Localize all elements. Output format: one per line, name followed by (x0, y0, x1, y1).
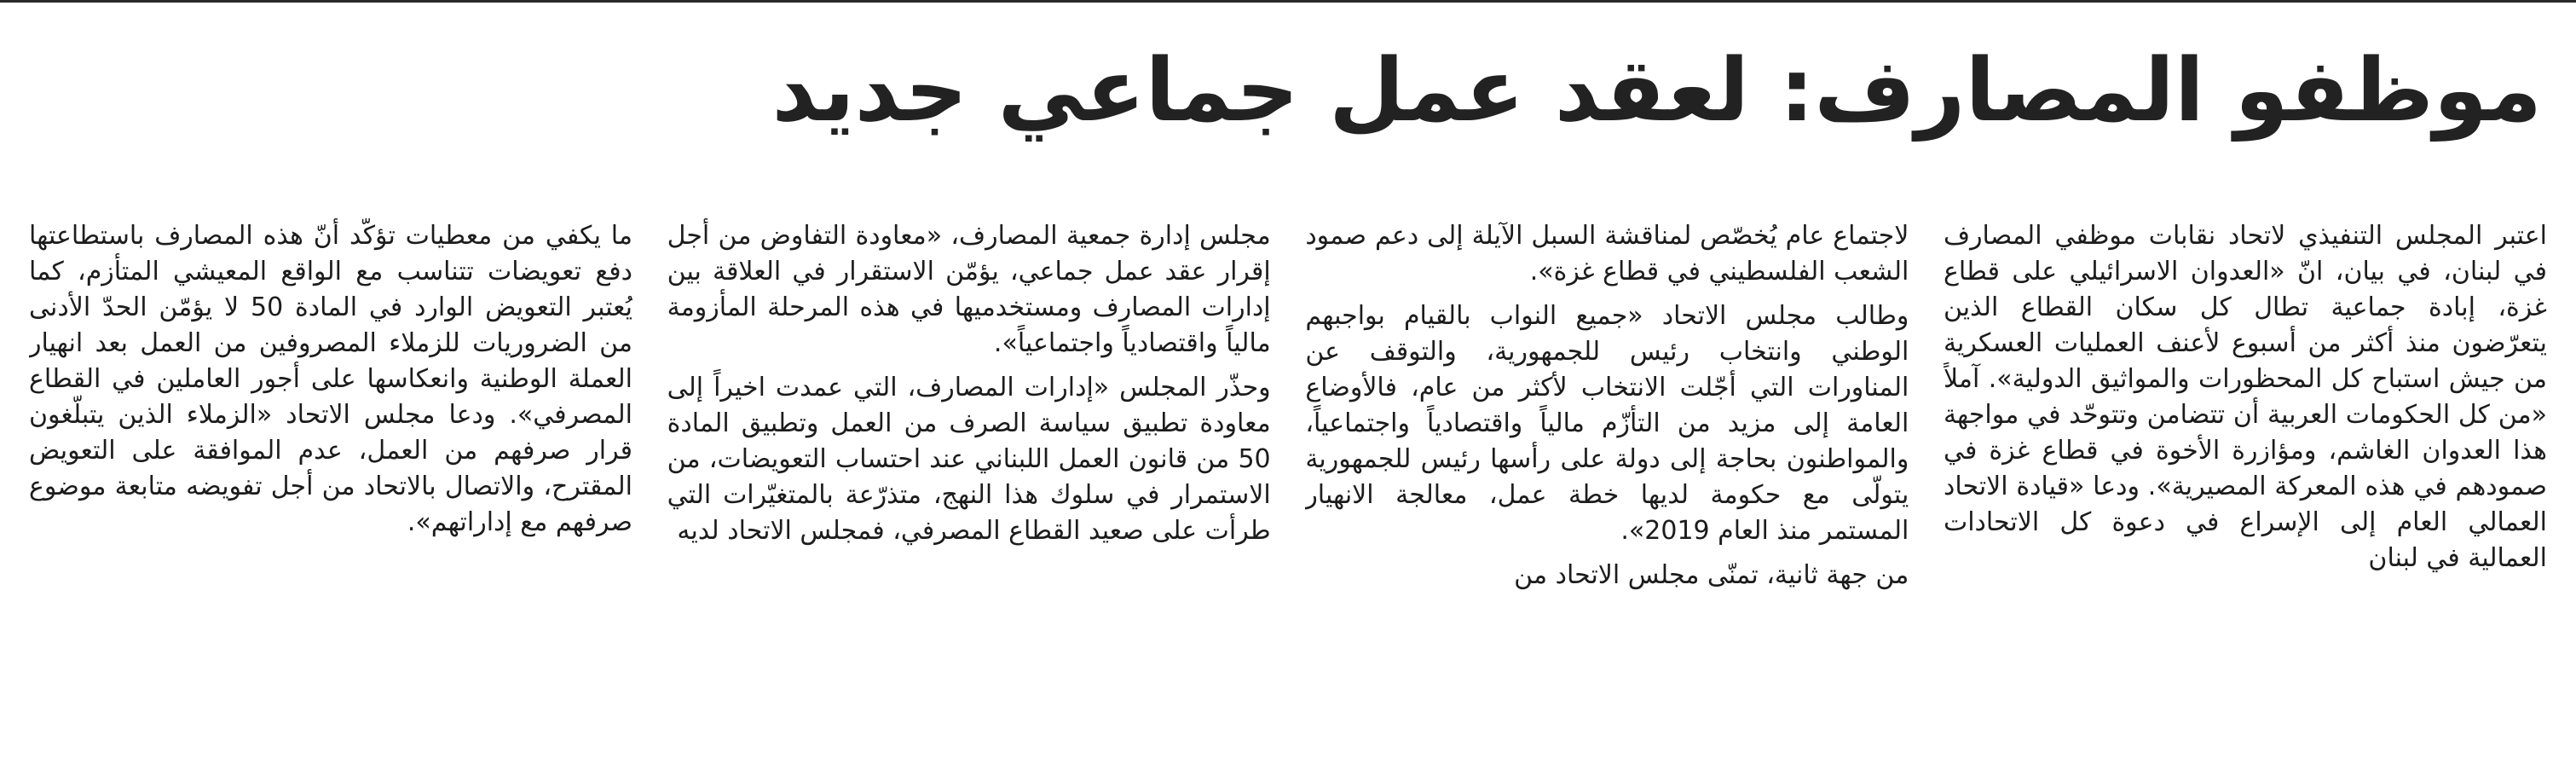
article-column-3 (667, 218, 1271, 755)
article-column-4 (29, 218, 632, 755)
article-column-2 (1305, 218, 1909, 755)
article-column-1 (1944, 218, 2547, 755)
column-4-paragraph-1: ما يكفي من معطيات تؤكّد أنّ هذه المصارف باستطاعتها دفع تعويضات تتناسب مع الواقع المعيشي المتأزم، كما يُعتبر التعويض الوارد في المادة 50 لا يؤمّن الحدّ الأدنى من الضروريات للزملاء المصروفين من العمل بعد انهيار العملة الوطنية وانعكاسها على أجور العاملين في القطاع المصرفي». ودعا مجلس الاتحاد «الزملاء الذين يتبلّغون قرار صرفهم من العمل، عدم الموافقة على التعويض المقترح، والاتصال بالاتحاد من أجل تفويضه متابعة موضوع صرفهم مع إداراتهم». (29, 221, 632, 537)
column-2-paragraph-2: وطالب مجلس الاتحاد «جميع النواب بالقيام بواجبهم الوطني وانتخاب رئيس للجمهورية، والتوقف عن المناورات التي أجّلت الانتخاب لأكثر من عام، فالأوضاع العامة إلى مزيد من التأزّم مالياً واقتصادياً واجتماعياً، والمواطنون بحاجة إلى دولة على رأسها رئيس للجمهورية يتولّى مع حكومة لديها خطة عمل، معالجة الانهيار المستمر منذ العام 2019». (1305, 301, 1909, 546)
column-2-paragraph-1: لاجتماع عام يُخصّص لمناقشة السبل الآيلة إلى دعم صمود الشعب الفلسطيني في قطاع غزة». (1305, 221, 1909, 286)
top-rule (0, 0, 2576, 3)
column-3-paragraph-2: وحذّر المجلس «إدارات المصارف، التي عمدت اخيراً إلى معاودة تطبيق سياسة الصرف من العمل وتطبيق المادة 50 من قانون العمل اللبناني عند احتساب التعويضات، من الاستمرار في سلوك هذا النهج، متذرّعة بالمتغيّرات التي طرأت على صعيد القطاع المصرفي، فمجلس الاتحاد لديه (667, 373, 1271, 546)
column-1-paragraph-1: اعتبر المجلس التنفيذي لاتحاد نقابات موظفي المصارف في لبنان، في بيان، انّ «العدوان الاسرائيلي على قطاع غزة، إبادة جماعية تطال كل سكان القطاع الذين يتعرّضون منذ أكثر من أسبوع لأعنف العمليات العسكرية من جيش استباح كل المحظورات والمواثيق الدولية». آملاً «من كل الحكومات العربية أن تتضامن وتتوحّد في مواجهة هذا العدوان الغاشم، ومؤازرة الأخوة في قطاع غزة في صمودهم في هذه المعركة المصيرية». ودعا «قيادة الاتحاد العمالي العام إلى الإسراع في دعوة كل الاتحادات العمالية في لبنان (1943, 221, 2547, 573)
article-headline: موظفو المصارف: لعقد عمل جماعي جديد (771, 40, 2542, 142)
column-3-paragraph-1: مجلس إدارة جمعية المصارف، «معاودة التفاوض من أجل إقرار عقد عمل جماعي، يؤمّن الاستقرار في العلاقة بين إدارات المصارف ومستخدميها في هذه المرحلة المأزومة مالياً واقتصادياً واجتماعياً». (667, 221, 1271, 358)
article-columns (29, 218, 2547, 755)
column-2-paragraph-3: من جهة ثانية، تمنّى مجلس الاتحاد من (1514, 560, 1909, 590)
